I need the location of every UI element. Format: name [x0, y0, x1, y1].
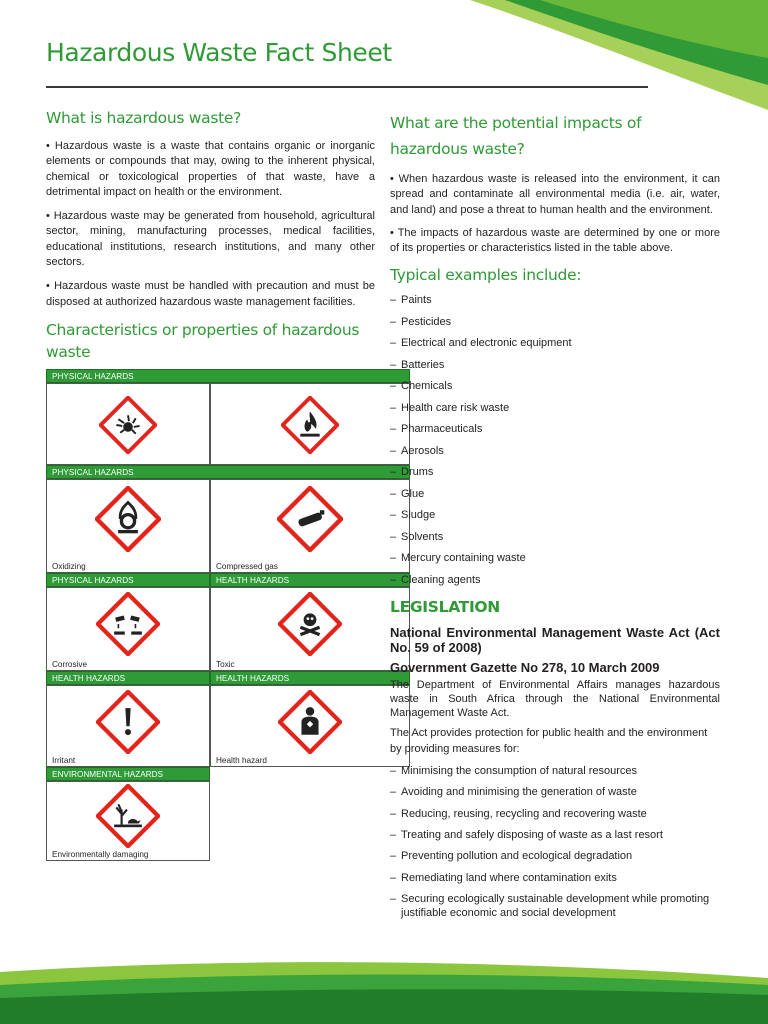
health-hazard-cell — [210, 685, 410, 767]
explosive-icon — [99, 396, 157, 454]
corrosive-cell — [46, 587, 210, 671]
list-item: – Chemicals — [390, 379, 720, 393]
toxic-cell — [210, 587, 410, 671]
sources-paragraph: • Hazardous waste may be generated from household, agricultural sector, mining, manufacturing processes, medical facilities, educational institutions, research institutions, and many other sectors. — [46, 210, 375, 269]
list-item: – Health care risk waste — [390, 401, 720, 415]
act-title: National Environmental Management Waste Act (Act No. 59 of 2008) — [390, 625, 720, 656]
list-item: – Preventing pollution and ecological degradation — [390, 849, 720, 863]
list-item: – Pharmaceuticals — [390, 422, 720, 436]
hazard-caption: Compressed gas — [216, 562, 278, 571]
hazard-table — [46, 369, 410, 861]
hazard-caption: Irritant — [52, 756, 76, 765]
impacts-paragraph: • The impacts of hazardous waste are determined by one or more of its properties or characteristics listed in the table above. — [390, 226, 720, 255]
impacts-heading-line1: What are the potential impacts of — [390, 114, 642, 132]
legislation-heading: LEGISLATION — [390, 598, 500, 617]
list-item: – Electrical and electronic equipment — [390, 336, 720, 350]
list-item: – Aerosols — [390, 444, 720, 458]
oxidizing-icon — [95, 486, 161, 552]
environmental-cell — [46, 781, 210, 861]
legislation-paragraph: The Act provides protection for public health and the environment by providing measures for: — [390, 727, 708, 755]
list-item: – Paints — [390, 293, 720, 307]
hazard-caption: Oxidizing — [52, 562, 86, 571]
impacts-paragraph: • When hazardous waste is released into the environment, it can spread and contaminate all environmental media (i.e. air, water, and land) and pose a threat to human health and the environment. — [390, 173, 720, 216]
table-header: PHYSICAL HAZARDS — [46, 369, 410, 383]
measures-list — [390, 764, 720, 920]
list-item: – Batteries — [390, 358, 720, 372]
flammable-icon — [281, 396, 339, 454]
corrosive-icon — [96, 592, 160, 656]
characteristics-heading: Characteristics or properties of hazardous waste — [46, 320, 360, 361]
title-divider — [46, 86, 648, 88]
impacts-heading-line2: hazardous waste? — [390, 140, 525, 158]
toxic-icon — [278, 592, 342, 656]
page-title: Hazardous Waste Fact Sheet — [46, 38, 392, 67]
list-item: – Cleaning agents — [390, 573, 720, 587]
examples-heading: Typical examples include: — [390, 266, 582, 285]
list-item: – Remediating land where contamination exits — [390, 871, 720, 885]
flammable-cell — [210, 383, 410, 465]
right-column — [390, 112, 720, 928]
oxidizing-cell — [46, 479, 210, 573]
compressed-gas-icon — [277, 486, 343, 552]
what-is-heading: What is hazardous waste? — [46, 109, 242, 127]
handling-paragraph: • Hazardous waste must be handled with precaution and must be disposed at authorized hazardous waste management facilities. — [46, 280, 375, 308]
hazard-caption: Corrosive — [52, 660, 88, 669]
table-header: HEALTH HAZARDS — [210, 671, 410, 685]
irritant-cell — [46, 685, 210, 767]
compressed-gas-cell — [210, 479, 410, 573]
list-item: – Minimising the consumption of natural resources — [390, 764, 720, 778]
examples-list — [390, 293, 720, 587]
explosive-cell — [46, 383, 210, 465]
hazard-caption: Health hazard — [216, 756, 267, 765]
health-hazard-icon — [278, 690, 342, 754]
environmentally-damaging-icon — [96, 784, 160, 848]
hazard-caption: Environmentally damaging — [52, 850, 149, 859]
list-item: – Pesticides — [390, 315, 720, 329]
list-item: – Sludge — [390, 508, 720, 522]
list-item: – Solvents — [390, 530, 720, 544]
irritant-icon — [96, 690, 160, 754]
list-item: – Glue — [390, 487, 720, 501]
table-header: PHYSICAL HAZARDS — [46, 573, 210, 587]
table-header: HEALTH HAZARDS — [46, 671, 210, 685]
left-column — [46, 107, 375, 363]
list-item: – Drums — [390, 465, 720, 479]
gazette-reference: Government Gazette No 278, 10 March 2009 — [390, 660, 660, 676]
list-item: – Mercury containing waste — [390, 551, 720, 565]
list-item: – Securing ecologically sustainable development while promoting justifiable economic and social development — [390, 892, 720, 920]
table-header: ENVIRONMENTAL HAZARDS — [46, 767, 210, 781]
table-header: PHYSICAL HAZARDS — [46, 465, 410, 479]
legislation-paragraph: The Department of Environmental Affairs manages hazardous waste in South Africa through the National Environmental Management Waste Act. — [390, 679, 720, 719]
list-item: – Reducing, reusing, recycling and recovering waste — [390, 807, 720, 821]
list-item: – Treating and safely disposing of waste as a last resort — [390, 828, 720, 842]
list-item: – Avoiding and minimising the generation of waste — [390, 785, 720, 799]
table-header: HEALTH HAZARDS — [210, 573, 410, 587]
definition-paragraph: • Hazardous waste is a waste that contains organic or inorganic elements or compounds that may, owing to the inherent physical, chemical or toxicological properties of that waste, have a detrimental impact on health or the environment. — [46, 140, 375, 198]
hazard-caption: Toxic — [216, 660, 235, 669]
